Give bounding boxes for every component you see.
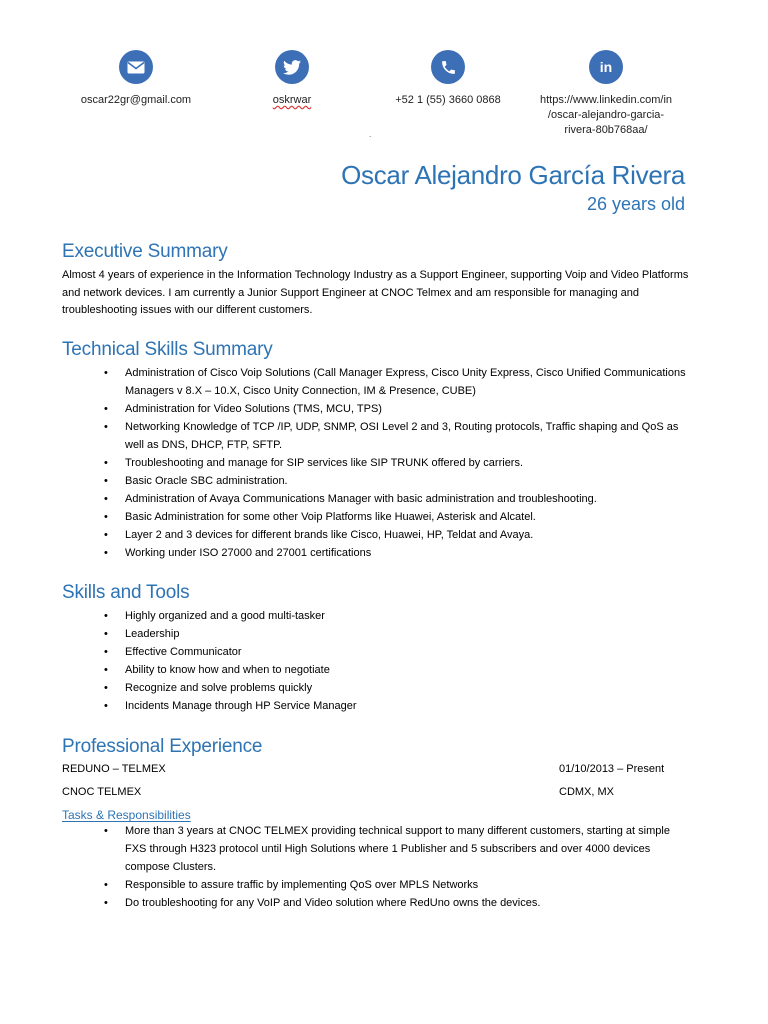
list-item: • Administration of Cisco Voip Solutions (Call Manager Express, Cisco Unity Express, Cisco Unified Communications Managers v 8.X – 10.X, Cisco Unity Connection, IM & Presence, CUBE) bbox=[125, 364, 692, 400]
email-text[interactable]: oscar22gr@gmail.com bbox=[80, 94, 192, 106]
list-item: • Basic Oracle SBC administration. bbox=[125, 472, 692, 490]
contact-twitter bbox=[240, 50, 344, 108]
contact-linkedin bbox=[530, 50, 682, 138]
linkedin-line: /oscar-alejandro-garcia- bbox=[547, 109, 665, 121]
contact-email bbox=[74, 50, 198, 108]
executive-summary-text: Almost 4 years of experience in the Information Technology Industry as a Support Engineer, supporting Voip and Video Platforms and network devices. I am currently a Junior Support Engineer at CNOC Telmex and am responsible for managing and troubleshooting issues with our different customers. bbox=[62, 269, 689, 316]
list-item: • Working under ISO 27000 and 27001 certifications bbox=[125, 544, 692, 562]
section-title: Executive Summary bbox=[62, 241, 228, 262]
twitter-handle[interactable]: oskrwar bbox=[272, 94, 312, 106]
list-item: • Recognize and solve problems quickly bbox=[125, 679, 692, 697]
list-item: • Leadership bbox=[125, 625, 692, 643]
phone-icon bbox=[431, 50, 465, 84]
list-item: • Networking Knowledge of TCP /IP, UDP, SNMP, OSI Level 2 and 3, Routing protocols, Traffic shaping and QoS as well as DNS, DHCP, FTP, SFTP. bbox=[125, 418, 692, 454]
list-item: • Effective Communicator bbox=[125, 643, 692, 661]
phone-text[interactable]: +52 1 (55) 3660 0868 bbox=[395, 94, 501, 106]
list-item: • Layer 2 and 3 devices for different brands like Cisco, Huawei, HP, Teldat and Avaya. bbox=[125, 526, 692, 544]
list-item: • Incidents Manage through HP Service Manager bbox=[125, 697, 692, 715]
linkedin-line: https://www.linkedin.com/in bbox=[539, 94, 673, 106]
linkedin-line: rivera-80b768aa/ bbox=[564, 124, 648, 136]
section-title: Skills and Tools bbox=[62, 582, 190, 603]
list-item: • Administration for Video Solutions (TMS, MCU, TPS) bbox=[125, 400, 692, 418]
experience-dates: 01/10/2013 – Present bbox=[559, 763, 665, 775]
list-item: • Responsible to assure traffic by implementing QoS over MPLS Networks bbox=[125, 876, 692, 894]
candidate-name: Oscar Alejandro García Rivera bbox=[341, 160, 685, 190]
technical-skills-section bbox=[62, 338, 692, 562]
list-item: • Highly organized and a good multi-tasker bbox=[125, 607, 692, 625]
list-item: • Basic Administration for some other Voip Platforms like Huawei, Asterisk and Alcatel. bbox=[125, 508, 692, 526]
business-unit: CNOC TELMEX bbox=[62, 786, 142, 798]
email-icon bbox=[119, 50, 153, 84]
list-item: • More than 3 years at CNOC TELMEX providing technical support to many different customers, starting at simple FXS through H323 protocol until High Solutions where 1 Publisher and 5 subscribers and over 4000 devices compose Clusters. bbox=[125, 822, 692, 876]
list-item: • Do troubleshooting for any VoIP and Video solution where RedUno owns the devices. bbox=[125, 894, 692, 912]
section-title: Professional Experience bbox=[62, 736, 263, 757]
technical-skills-list bbox=[62, 364, 692, 562]
twitter-icon bbox=[275, 50, 309, 84]
executive-summary-section bbox=[62, 240, 692, 320]
list-item: • Troubleshooting and manage for SIP services like SIP TRUNK offered by carriers. bbox=[125, 454, 692, 472]
decorative-dot: . bbox=[369, 130, 372, 139]
company-name: REDUNO – TELMEX bbox=[62, 763, 166, 775]
skills-list bbox=[62, 607, 692, 715]
experience-location: CDMX, MX bbox=[559, 786, 614, 798]
skills-tools-section bbox=[62, 581, 692, 715]
linkedin-url[interactable] bbox=[530, 93, 682, 138]
contact-phone bbox=[382, 50, 514, 108]
list-item: • Administration of Avaya Communications Manager with basic administration and troubleshooting. bbox=[125, 490, 692, 508]
svg-text:in: in bbox=[599, 59, 613, 75]
experience-header-row bbox=[62, 761, 692, 777]
candidate-age: 26 years old bbox=[586, 194, 685, 214]
section-title: Technical Skills Summary bbox=[62, 339, 273, 360]
experience-location-row bbox=[62, 784, 692, 800]
experience-section bbox=[62, 735, 692, 912]
linkedin-icon bbox=[589, 50, 623, 84]
tasks-subtitle: Tasks & Responsibilities bbox=[62, 808, 191, 822]
tasks-list bbox=[62, 822, 692, 912]
list-item: • Ability to know how and when to negotiate bbox=[125, 661, 692, 679]
